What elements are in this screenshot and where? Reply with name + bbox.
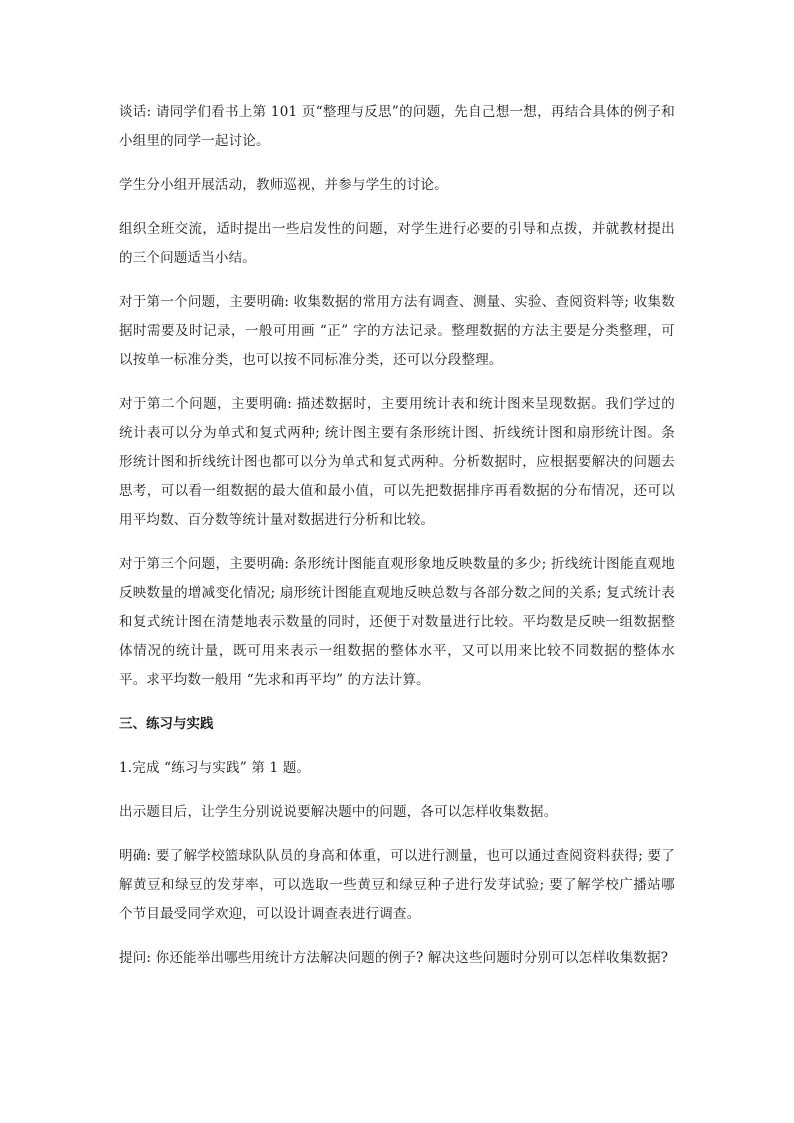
paragraph-clarify: 明确: 要了解学校篮球队队员的身高和体重，可以进行测量，也可以通过查阅资料获得; 要了解黄豆和绿豆的发芽率，可以选取一些黄豆和绿豆种子进行发芽试验; 要了解学校广播站哪个节目最受同学欢迎，可以设计调查表进行调查。 — [119, 848, 675, 922]
document-page — [119, 98, 675, 988]
paragraph-question-two: 对于第二个问题，主要明确: 描述数据时，主要用统计表和统计图来呈现数据。我们学过的统计表可以分为单式和复式两种; 统计图主要有条形统计图、折线统计图和扇形统计图。条形统计图和折线统计图也都可以分为单式和复式两种。分析数据时，应根据要解决的问题去思考，可以看一组数据的最大值和最小值，可以先把数据排序再看数据的分布情况，还可以用平均数、百分数等统计量对数据进行分析和比较。 — [119, 396, 675, 528]
paragraph-question-three: 对于第三个问题，主要明确: 条形统计图能直观形象地反映数量的多少; 折线统计图能直观地反映数量的增减变化情况; 扇形统计图能直观地反映总数与各部分数之间的关系; 复式统计表和复式统计图在清楚地表示数量的同时，还便于对数量进行比较。平均数是反映一组数据整体情况的统计量，既可用来表示一组数据的整体水平，又可以用来比较不同数据的整体水平。求平均数一般用 “先求和再平均” 的方法计算。 — [119, 556, 675, 688]
paragraph-question-prompt: 提问: 你还能举出哪些用统计方法解决问题的例子? 解决这些问题时分别可以怎样收集数据? — [119, 950, 669, 966]
paragraph-class-exchange: 组织全班交流，适时提出一些启发性的问题，对学生进行必要的引导和点拨，并就教材提出的三个问题适当小结。 — [119, 221, 675, 266]
paragraph-question-one: 对于第一个问题，主要明确: 收集数据的常用方法有调查、测量、实验、查阅资料等; 收集数据时需要及时记录，一般可用画 “正” 字的方法记录。整理数据的方法主要是分类整理，可以按单一标准分类，也可以按不同标准分类，还可以分段整理。 — [119, 294, 675, 368]
paragraph-group-activity: 学生分小组开展活动，教师巡视，并参与学生的讨论。 — [119, 177, 448, 193]
paragraph-discussion-intro: 谈话: 请同学们看书上第 101 页“整理与反思”的问题，先自己想一想，再结合具体的例子和小组里的同学一起讨论。 — [119, 104, 675, 149]
paragraph-show-problem: 出示题目后，让学生分别说说要解决题中的问题，各可以怎样收集数据。 — [119, 804, 558, 820]
paragraph-exercise-one: 1.完成 “练习与实践” 第 1 题。 — [119, 760, 311, 776]
section-heading: 三、练习与实践 — [119, 716, 214, 732]
